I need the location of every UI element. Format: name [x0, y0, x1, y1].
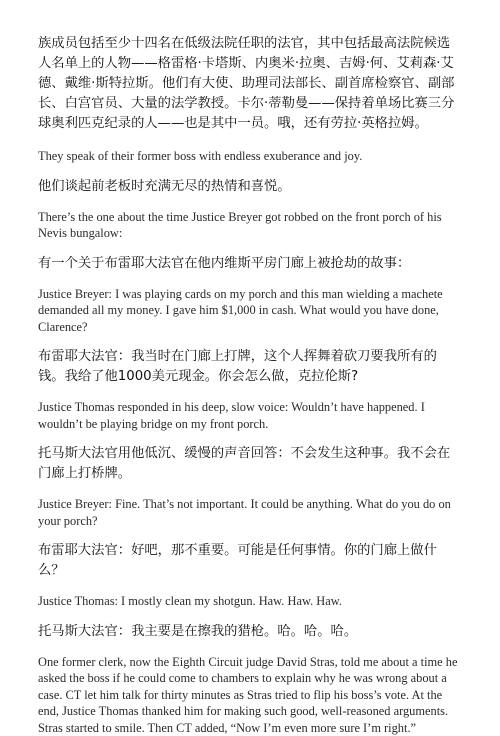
paragraph-en-thomas-reply: Justice Thomas responded in his deep, slow voice: Wouldn’t have happened. I wouldn’t be playing bridge on my front porch. [38, 399, 462, 432]
paragraph-en-exuberance: They speak of their former boss with endless exuberance and joy. [38, 148, 462, 165]
paragraph-zh-members: 族成员包括至少十四名在低级法院任职的法官，其中包括最高法院候选人名单上的人物——格雷格·卡塔斯、内奥米·拉奥、吉姆·何、艾莉森·艾德、戴维·斯特拉斯。他们有大使、助理司法部长、副首席检察官、副部长、白宫官员、大量的法学教授。卡尔·蒂勒曼——保持着单场比赛三分球奥利匹克纪录的人——也是其中一员。哦，还有劳拉·英格拉姆。 [38, 34, 462, 134]
paragraph-en-stras-story: One former clerk, now the Eighth Circuit judge David Stras, told me about a time he asked the boss if he could come to chambers to explain why he was wrong about a case. CT let him talk for thirty minutes as Stras tried to flip his boss’s vote. At the end, Justice Thomas thanked him for making such good, well-reasoned arguments. Stras started to smile. Then CT added, “Now I’m even more sure I’m right.” [38, 654, 462, 736]
paragraph-zh-thomas-shotgun: 托马斯大法官：我主要是在擦我的猎枪。哈。哈。哈。 [38, 622, 462, 642]
paragraph-zh-breyer-porch: 布雷耶大法官：好吧，那不重要。可能是任何事情。你的门廊上做什么？ [38, 541, 462, 581]
paragraph-zh-thomas-reply: 托马斯大法官用他低沉、缓慢的声音回答：不会发生这种事。我不会在门廊上打桥牌。 [38, 444, 462, 484]
paragraph-en-thomas-shotgun: Justice Thomas: I mostly clean my shotgun. Haw. Haw. Haw. [38, 593, 462, 610]
paragraph-en-robbery-intro: There’s the one about the time Justice Breyer got robbed on the front porch of his Nevis bungalow: [38, 209, 462, 242]
paragraph-zh-exuberance: 他们谈起前老板时充满无尽的热情和喜悦。 [38, 177, 462, 197]
paragraph-en-breyer-cards: Justice Breyer: I was playing cards on my porch and this man wielding a machete demanded all my money. I gave him $1,000 in cash. What would you have done, Clarence? [38, 286, 462, 336]
paragraph-zh-breyer-cards: 布雷耶大法官：我当时在门廊上打牌，这个人挥舞着砍刀要我所有的钱。我给了他1000美元现金。你会怎么做，克拉伦斯? [38, 347, 462, 387]
paragraph-en-breyer-porch: Justice Breyer: Fine. That’s not important. It could be anything. What do you do on your porch? [38, 496, 462, 529]
paragraph-zh-robbery-intro: 有一个关于布雷耶大法官在他内维斯平房门廊上被抢劫的故事： [38, 254, 462, 274]
